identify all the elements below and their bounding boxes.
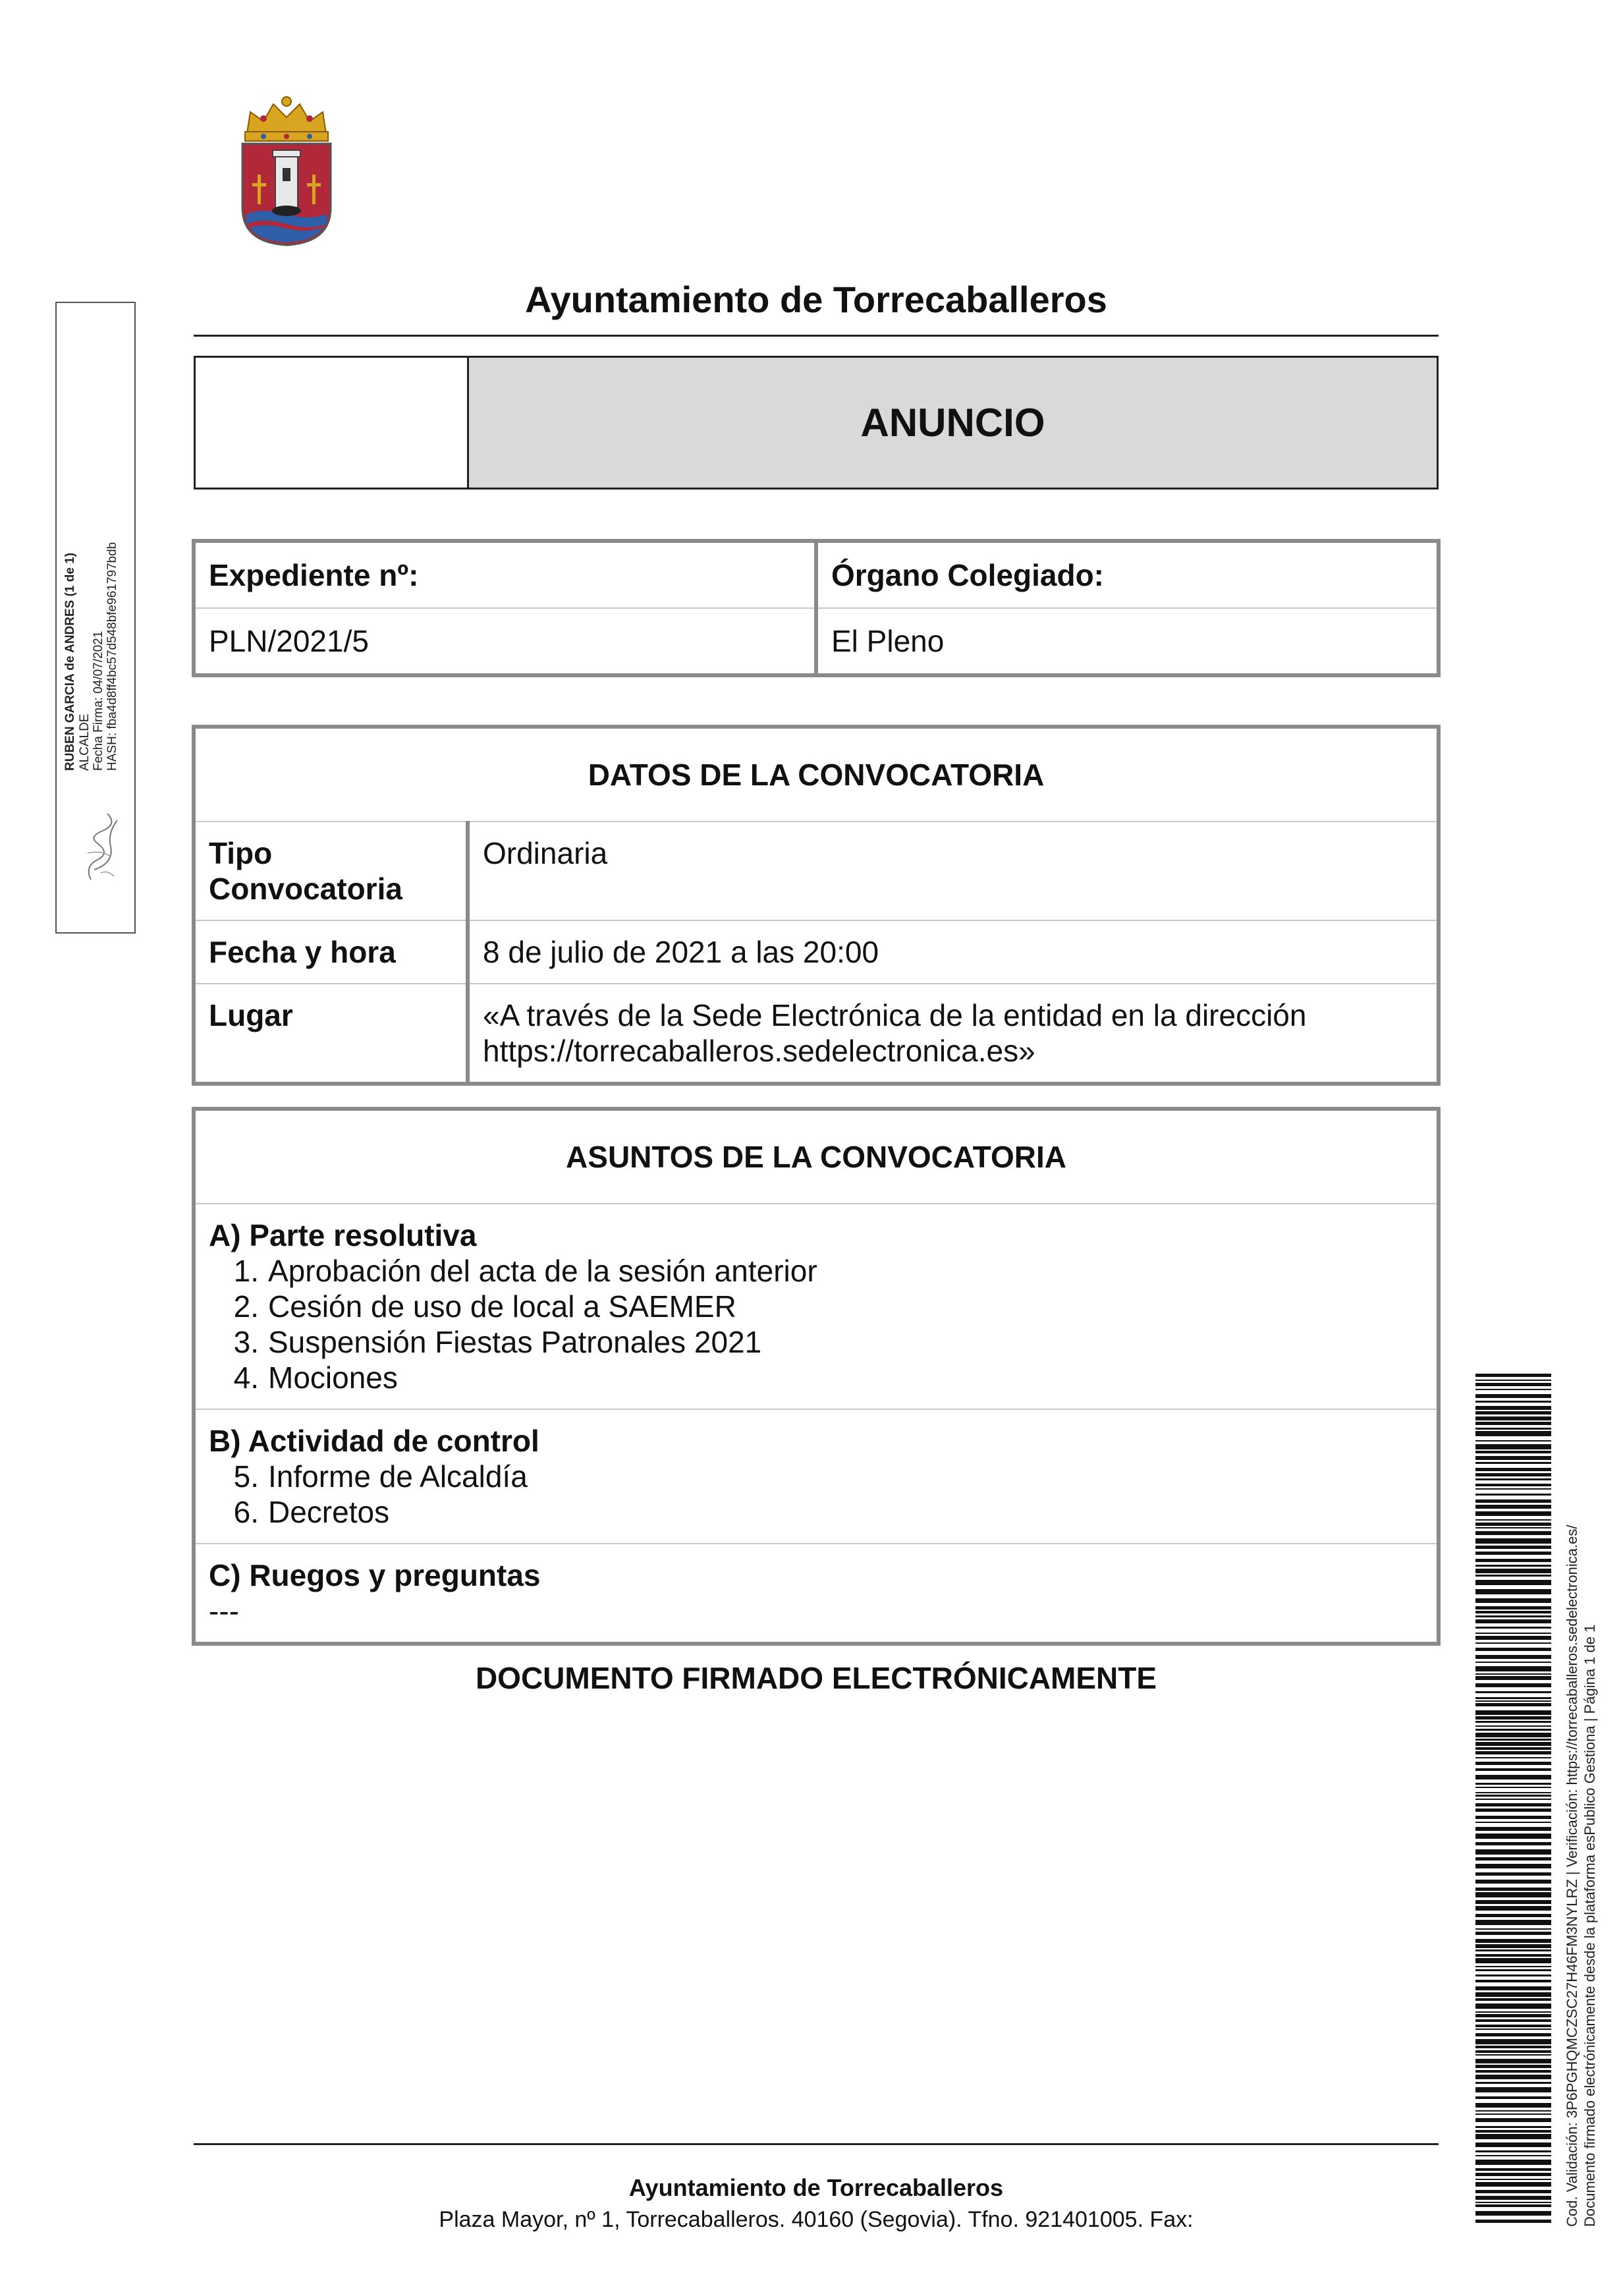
item-number: 2.	[233, 1289, 259, 1324]
barcode-bar	[1475, 1642, 1551, 1644]
barcode-bar	[1475, 2059, 1551, 2063]
barcode-bar	[1475, 2054, 1551, 2056]
barcode-bar	[1475, 1733, 1551, 1737]
barcode-bar	[1475, 1803, 1551, 1806]
signer-name: RUBEN GARCIA de ANDRES (1 de 1)	[63, 552, 77, 771]
item-number: 4.	[233, 1360, 259, 1395]
barcode-bar	[1475, 1768, 1551, 1771]
list-item	[209, 1289, 1423, 1324]
barcode-bar	[1475, 1406, 1551, 1410]
signer-role: ALCALDE	[78, 714, 92, 771]
lugar-label: Lugar	[194, 984, 468, 1084]
lugar-value: «A través de la Sede Electrónica de la entidad en la dirección https://torrecaballeros.sedelectronica.es»	[468, 984, 1439, 1084]
section-body: ---	[209, 1594, 239, 1628]
barcode-bar	[1475, 2126, 1551, 2128]
signature-date: Fecha Firma: 04/07/2021	[92, 630, 105, 771]
barcode-bar	[1475, 1633, 1551, 1634]
list-item	[209, 1494, 1423, 1530]
barcode-bar	[1475, 2204, 1551, 2207]
barcode-bar	[1475, 1834, 1551, 1839]
organization-title: Ayuntamiento de Torrecaballeros	[525, 279, 1107, 320]
barcode-bar	[1475, 2046, 1551, 2048]
barcode-bar	[1475, 1939, 1551, 1943]
barcode-bar	[1475, 1575, 1551, 1577]
expediente-label: Expediente nº:	[194, 541, 816, 608]
barcode-bar	[1475, 1980, 1551, 1982]
footer-organization: Ayuntamiento de Torrecaballeros	[628, 2174, 1004, 2201]
barcode-bar	[1475, 1569, 1551, 1573]
barcode-bar	[1475, 1949, 1551, 1951]
barcode-bar	[1475, 1478, 1551, 1480]
barcode-bar	[1475, 1700, 1551, 1702]
barcode-bar	[1475, 2065, 1551, 2068]
table-row	[194, 920, 1439, 984]
barcode-bar	[1475, 1422, 1551, 1425]
barcode-bar	[1475, 1729, 1551, 1731]
barcode-bar	[1475, 1440, 1551, 1442]
barcode-bar	[1475, 1966, 1551, 1967]
item-number: 5.	[233, 1459, 259, 1494]
barcode-bar	[1475, 2075, 1551, 2079]
barcode-bar	[1475, 2039, 1551, 2044]
barcode-bar	[1475, 2155, 1551, 2156]
barcode-bar	[1475, 1546, 1551, 1549]
barcode-bar	[1475, 1849, 1551, 1855]
barcode-bar	[1475, 2190, 1551, 2193]
barcode-bar	[1475, 2134, 1551, 2139]
barcode-bar	[1475, 1606, 1551, 1610]
barcode-bar	[1475, 1992, 1551, 1997]
barcode-bar	[1475, 1751, 1551, 1754]
agenda-list	[209, 1253, 1423, 1395]
barcode-bar	[1475, 2011, 1551, 2013]
barcode-bar	[1475, 1676, 1551, 1680]
barcode-bar	[1475, 1691, 1551, 1693]
barcode-bar	[1475, 1900, 1551, 1904]
tipo-value: Ordinaria	[468, 822, 1439, 920]
item-number: 1.	[233, 1254, 259, 1288]
barcode-bar	[1475, 1920, 1551, 1925]
barcode-bar	[1475, 2103, 1551, 2108]
barcode-bar	[1475, 1380, 1551, 1381]
item-number: 3.	[233, 1325, 259, 1359]
barcode-bar	[1475, 2118, 1551, 2122]
item-text: Aprobación del acta de la sesión anterior	[268, 1254, 817, 1288]
barcode-bar	[1475, 1505, 1551, 1509]
anuncio-blank-cell	[196, 358, 469, 488]
handwritten-signature	[78, 807, 130, 886]
item-text: Cesión de uso de local a SAEMER	[268, 1289, 736, 1324]
section-title: A) Parte resolutiva	[209, 1218, 477, 1252]
barcode-bar	[1475, 2025, 1551, 2027]
barcode-bar	[1475, 1416, 1551, 1420]
barcode-bar	[1475, 1598, 1551, 1603]
barcode-bar	[1475, 1565, 1551, 1567]
barcode-bar	[1475, 1611, 1551, 1613]
barcode-bar	[1475, 1444, 1551, 1449]
barcode-bar	[1475, 1928, 1551, 1930]
barcode-bar	[1475, 2003, 1551, 2009]
barcode-bar	[1475, 1762, 1551, 1765]
barcode-bar	[1475, 1655, 1551, 1659]
table-row	[194, 984, 1439, 1084]
barcode-bar	[1475, 1742, 1551, 1746]
title-divider	[194, 335, 1439, 337]
barcode-bar	[1475, 1757, 1551, 1758]
barcode-bar	[1475, 1808, 1551, 1812]
anuncio-header-box	[194, 356, 1439, 490]
section-c	[194, 1544, 1439, 1644]
barcode-bar	[1475, 1615, 1551, 1617]
barcode-bar	[1475, 1739, 1551, 1741]
barcode-bar	[1475, 1906, 1551, 1911]
barcode-bar	[1475, 1775, 1551, 1779]
barcode-bar	[1475, 1799, 1551, 1800]
barcode-bar	[1475, 1822, 1551, 1823]
fecha-value: 8 de julio de 2021 a las 20:00	[468, 920, 1439, 984]
datos-convocatoria-table	[192, 725, 1441, 1086]
barcode-bar	[1475, 1914, 1551, 1917]
barcode-bar	[1475, 1725, 1551, 1727]
list-item	[209, 1459, 1423, 1494]
barcode-bar	[1475, 1864, 1551, 1868]
barcode-bar	[1475, 1468, 1551, 1471]
barcode-bar	[1475, 1484, 1551, 1486]
barcode-bar	[1475, 1683, 1551, 1687]
barcode-bar	[1475, 1431, 1551, 1436]
barcode-bar	[1475, 1872, 1551, 1876]
barcode-bar	[1475, 1998, 1551, 2001]
table-row	[194, 822, 1439, 920]
footer-divider	[194, 2143, 1439, 2145]
barcode-bar	[1475, 1527, 1551, 1528]
barcode-bar	[1475, 1523, 1551, 1526]
barcode-bar	[1475, 2150, 1551, 2152]
barcode-bar	[1475, 1954, 1551, 1957]
barcode-bar	[1475, 1666, 1551, 1671]
barcode-bar	[1475, 1559, 1551, 1562]
barcode-bar	[1475, 1944, 1551, 1948]
list-item	[209, 1324, 1423, 1360]
barcode-bar	[1475, 2211, 1551, 2216]
barcode-bar	[1475, 1389, 1551, 1390]
barcode-bar	[1475, 1958, 1551, 1963]
list-item	[209, 1360, 1423, 1395]
barcode	[1475, 1374, 1551, 2224]
barcode-bar	[1475, 1648, 1551, 1651]
barcode-bar	[1475, 1488, 1551, 1490]
barcode-bar	[1475, 1721, 1551, 1723]
barcode-bar	[1475, 1456, 1551, 1460]
barcode-bar	[1475, 1462, 1551, 1464]
barcode-bar	[1475, 2182, 1551, 2187]
barcode-bar	[1475, 2096, 1551, 2099]
barcode-bar	[1475, 2202, 1551, 2203]
barcode-bar	[1475, 2114, 1551, 2115]
barcode-bar	[1475, 1531, 1551, 1535]
barcode-bar	[1475, 2196, 1551, 2200]
organo-value: El Pleno	[816, 608, 1439, 675]
barcode-bar	[1475, 2168, 1551, 2171]
barcode-bar	[1475, 1827, 1551, 1831]
barcode-bar	[1475, 1538, 1551, 1544]
fecha-label: Fecha y hora	[194, 920, 468, 984]
barcode-bar	[1475, 2019, 1551, 2022]
footer-address: Plaza Mayor, nº 1, Torrecaballeros. 40160 (Segovia). Tfno. 921401005. Fax:	[439, 2207, 1194, 2232]
barcode-bar	[1475, 1703, 1551, 1706]
section-title: C) Ruegos y preguntas	[209, 1558, 541, 1592]
barcode-bar	[1475, 1710, 1551, 1715]
barcode-bar	[1475, 1494, 1551, 1496]
barcode-bar	[1475, 1880, 1551, 1884]
barcode-bar	[1475, 1932, 1551, 1935]
barcode-bar	[1475, 1783, 1551, 1785]
barcode-bar	[1475, 1394, 1551, 1398]
barcode-bar	[1475, 1986, 1551, 1990]
barcode-bar	[1475, 1842, 1551, 1845]
asuntos-title: ASUNTOS DE LA CONVOCATORIA	[194, 1109, 1439, 1204]
barcode-bar	[1475, 1473, 1551, 1476]
barcode-bar	[1475, 1787, 1551, 1788]
list-item	[209, 1253, 1423, 1289]
barcode-bar	[1475, 2173, 1551, 2176]
barcode-bar	[1475, 2110, 1551, 2112]
barcode-bar	[1475, 1636, 1551, 1640]
barcode-bar	[1475, 1792, 1551, 1793]
barcode-bar	[1475, 1673, 1551, 1675]
barcode-bar	[1475, 2220, 1551, 2223]
barcode-bar	[1475, 1697, 1551, 1699]
barcode-bar	[1475, 1795, 1551, 1797]
municipal-coat-of-arms	[237, 92, 336, 247]
expediente-value: PLN/2021/5	[194, 608, 816, 675]
barcode-bar	[1475, 1401, 1551, 1403]
item-text: Informe de Alcaldía	[268, 1459, 528, 1494]
section-title: B) Actividad de control	[209, 1424, 539, 1458]
barcode-bar	[1475, 2029, 1551, 2030]
barcode-bar	[1475, 2142, 1551, 2147]
asuntos-convocatoria-table	[192, 1107, 1441, 1646]
barcode-bar	[1475, 1662, 1551, 1663]
barcode-bar	[1475, 1552, 1551, 1555]
barcode-bar	[1475, 2082, 1551, 2084]
barcode-bar	[1475, 2070, 1551, 2073]
anuncio-title: ANUNCIO	[469, 358, 1437, 488]
signature-hash: HASH: fba4d8ff4bc57d548bfe961797bdb	[105, 542, 119, 771]
validation-platform: Documento firmado electrónicamente desde la plataforma esPublico Gestiona | Página 1 de 1	[1582, 1624, 1598, 2227]
item-text: Decretos	[268, 1495, 390, 1529]
tipo-label: Tipo Convocatoria	[194, 822, 468, 920]
section-b	[194, 1409, 1439, 1544]
barcode-bar	[1475, 2014, 1551, 2017]
barcode-bar	[1475, 2050, 1551, 2053]
datos-title: DATOS DE LA CONVOCATORIA	[194, 727, 1439, 822]
barcode-bar	[1475, 1589, 1551, 1594]
section-a	[194, 1204, 1439, 1409]
barcode-bar	[1475, 2160, 1551, 2165]
barcode-bar	[1475, 1383, 1551, 1386]
validation-code: Cod. Validación: 3P6PGHQMCZSC27H46FM3NYLRZ | Verificación: https://torrecaballeros.sedelectronica.es/	[1564, 1525, 1580, 2227]
barcode-bar	[1475, 1619, 1551, 1623]
barcode-bar	[1475, 1747, 1551, 1750]
barcode-bar	[1475, 2087, 1551, 2092]
barcode-bar	[1475, 1511, 1551, 1516]
agenda-list	[209, 1459, 1423, 1530]
item-number: 6.	[233, 1495, 259, 1529]
barcode-bar	[1475, 1857, 1551, 1861]
organo-label: Órgano Colegiado:	[816, 541, 1439, 608]
item-text: Mociones	[268, 1360, 398, 1395]
barcode-bar	[1475, 1519, 1551, 1521]
barcode-bar	[1475, 1499, 1551, 1503]
barcode-bar	[1475, 1969, 1551, 1971]
barcode-bar	[1475, 1892, 1551, 1897]
item-text: Suspensión Fiestas Patronales 2021	[268, 1325, 762, 1359]
barcode-bar	[1475, 2033, 1551, 2036]
barcode-bar	[1475, 2179, 1551, 2180]
barcode-bar	[1475, 1816, 1551, 1819]
barcode-bar	[1475, 1627, 1551, 1629]
signed-notice: DOCUMENTO FIRMADO ELECTRÓNICAMENTE	[475, 1661, 1157, 1695]
barcode-bar	[1475, 1428, 1551, 1430]
barcode-bar	[1475, 1411, 1551, 1414]
barcode-bar	[1475, 1580, 1551, 1585]
expediente-table	[192, 539, 1441, 677]
barcode-bar	[1475, 1374, 1551, 1377]
barcode-bar	[1475, 2130, 1551, 2133]
barcode-bar	[1475, 1716, 1551, 1720]
barcode-bar	[1475, 1888, 1551, 1891]
barcode-bar	[1475, 1451, 1551, 1453]
barcode-bar	[1475, 1974, 1551, 1976]
